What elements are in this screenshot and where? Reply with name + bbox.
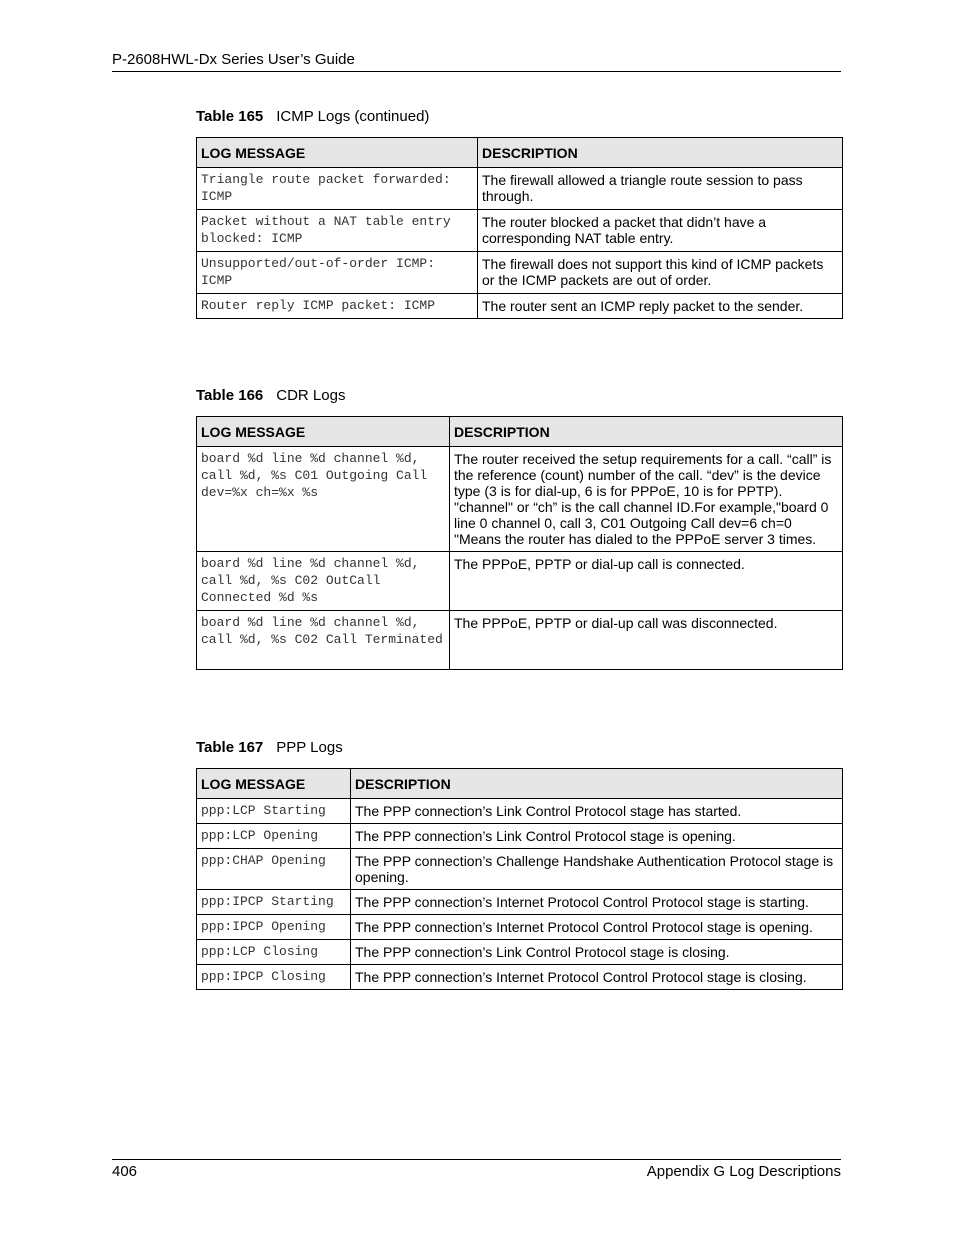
table-number: Table 165 [196,108,264,125]
ppp-logs-table [196,768,843,990]
description-cell: The firewall does not support this kind of ICMP packets or the ICMP packets are out of order. [478,252,843,294]
table-title: PPP Logs [276,739,343,756]
page-footer [112,1159,841,1180]
log-message-cell: board %d line %d channel %d, call %d, %s C02 OutCall Connected %d %s [197,552,450,611]
column-header-log-message: LOG MESSAGE [197,417,450,447]
table-row [197,849,843,890]
table-header-row [197,138,843,168]
table-row [197,552,843,611]
log-message-cell: board %d line %d channel %d, call %d, %s C02 Call Terminated [197,611,450,670]
description-cell: The PPP connection’s Link Control Protocol stage is closing. [351,940,843,965]
table-row [197,915,843,940]
description-cell: The router sent an ICMP reply packet to the sender. [478,294,843,319]
description-cell: The firewall allowed a triangle route session to pass through. [478,168,843,210]
table-row [197,447,843,552]
section-title: Appendix G Log Descriptions [646,1163,841,1180]
log-message-cell: ppp:IPCP Opening [197,915,351,940]
table-row [197,210,843,252]
log-message-cell: Unsupported/out-of-order ICMP: ICMP [197,252,478,294]
description-cell: The PPP connection’s Challenge Handshake Authentication Protocol stage is opening. [351,849,843,890]
table-row [197,252,843,294]
column-header-description: DESCRIPTION [351,769,843,799]
table-row [197,965,843,990]
table-caption [196,108,842,126]
log-message-cell: ppp:LCP Opening [197,824,351,849]
description-cell: The PPP connection’s Internet Protocol Control Protocol stage is opening. [351,915,843,940]
page-number: 406 [112,1163,138,1180]
table-header-row [197,769,843,799]
icmp-logs-table [196,137,843,319]
column-header-log-message: LOG MESSAGE [197,769,351,799]
description-cell: The router received the setup requirements for a call. “call” is the reference (count) number of the call. “dev” is the device type (3 is for dial-up, 6 is for PPPoE, 10 is for PPTP). "channel" or “ch” is the call channel ID.For example,"board 0 line 0 channel 0, call 3, C01 Outgoing Call dev=6 ch=0 "Means the router has dialed to the PPPoE server 3 times. [450,447,843,552]
cdr-logs-table [196,416,843,670]
table-row [197,940,843,965]
description-cell: The PPP connection’s Link Control Protocol stage is opening. [351,824,843,849]
column-header-log-message: LOG MESSAGE [197,138,478,168]
log-message-cell: ppp:LCP Starting [197,799,351,824]
table-row [197,799,843,824]
log-message-cell: ppp:LCP Closing [197,940,351,965]
log-message-cell: ppp:IPCP Starting [197,890,351,915]
log-message-cell: board %d line %d channel %d, call %d, %s C01 Outgoing Call dev=%x ch=%x %s [197,447,450,552]
log-message-cell: ppp:CHAP Opening [197,849,351,890]
description-cell: The PPP connection’s Internet Protocol Control Protocol stage is closing. [351,965,843,990]
table-row [197,611,843,670]
table-header-row [197,417,843,447]
log-message-cell: Router reply ICMP packet: ICMP [197,294,478,319]
log-message-cell: Packet without a NAT table entry blocked: ICMP [197,210,478,252]
description-cell: The PPP connection’s Link Control Protocol stage has started. [351,799,843,824]
table-ppp-logs [196,739,842,990]
table-number: Table 167 [196,739,264,756]
log-message-cell: ppp:IPCP Closing [197,965,351,990]
table-caption [196,739,842,757]
table-icmp-logs [196,108,842,319]
description-cell: The PPP connection’s Internet Protocol Control Protocol stage is starting. [351,890,843,915]
page-header [112,50,841,72]
description-cell: The PPPoE, PPTP or dial-up call was disconnected. [450,611,843,670]
column-header-description: DESCRIPTION [478,138,843,168]
table-row [197,890,843,915]
table-number: Table 166 [196,387,264,404]
table-cdr-logs [196,387,842,670]
description-cell: The PPPoE, PPTP or dial-up call is connected. [450,552,843,611]
column-header-description: DESCRIPTION [450,417,843,447]
log-message-cell: Triangle route packet forwarded: ICMP [197,168,478,210]
table-title: CDR Logs [276,387,346,404]
table-caption [196,387,842,405]
table-title: ICMP Logs (continued) [276,108,430,125]
document-title: P-2608HWL-Dx Series User’s Guide [112,51,355,68]
table-row [197,294,843,319]
table-row [197,824,843,849]
table-row [197,168,843,210]
description-cell: The router blocked a packet that didn’t have a corresponding NAT table entry. [478,210,843,252]
